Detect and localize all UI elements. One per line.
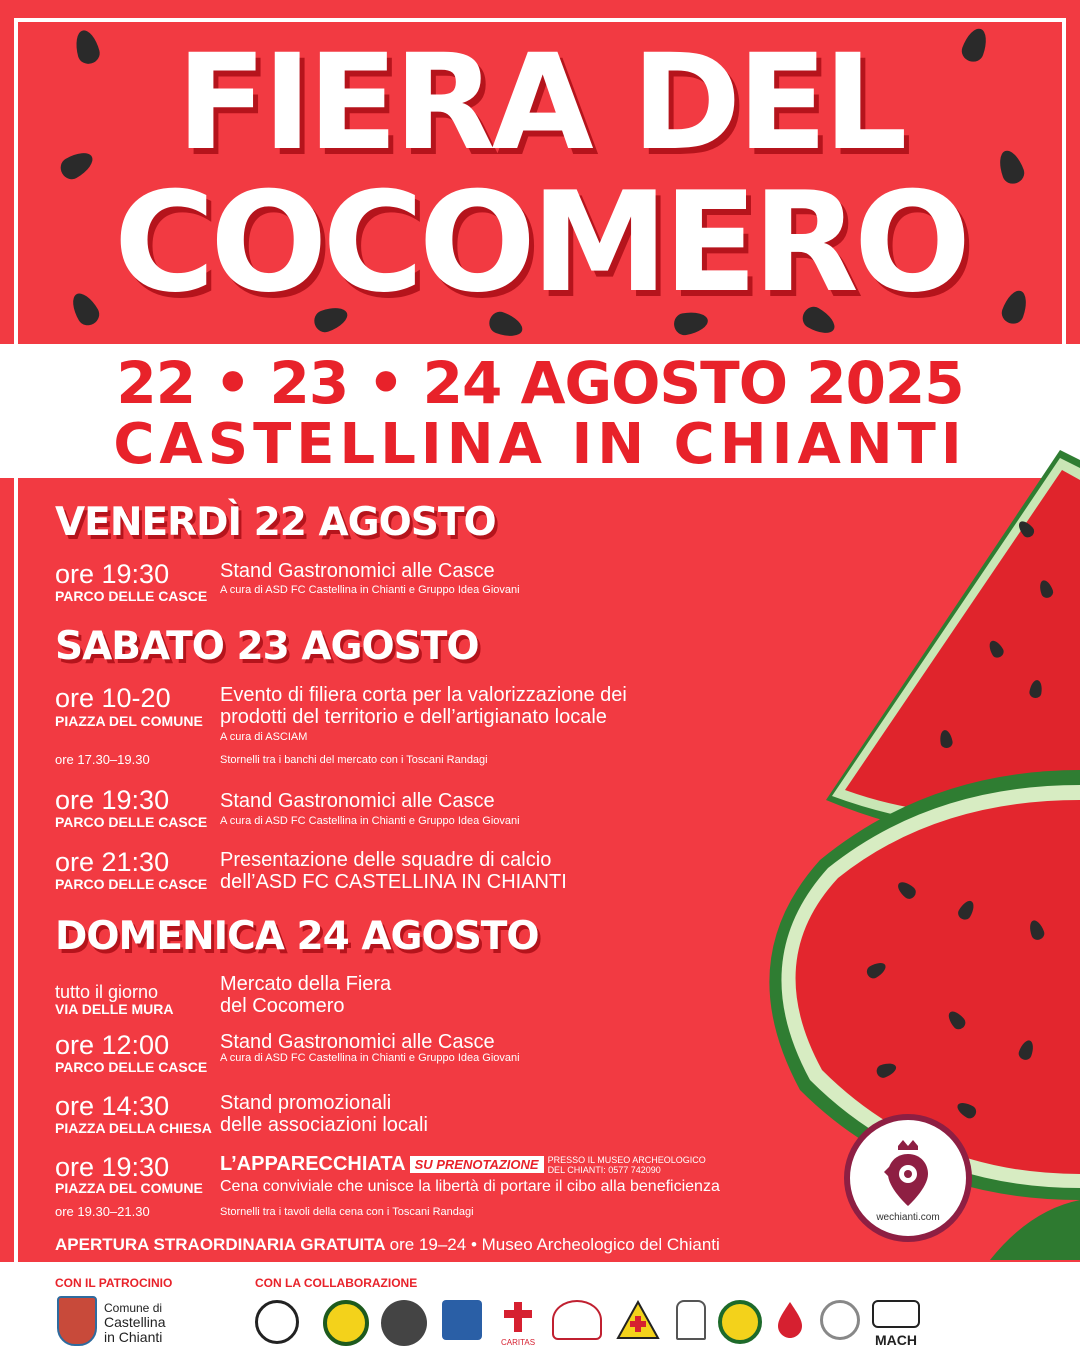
event-note: A cura di ASD FC Castellina in Chianti e Gruppo Idea Giovani	[220, 1052, 520, 1064]
event-place: PIAZZA DEL COMUNE	[55, 1180, 203, 1196]
event-place: PARCO DELLE CASCE	[55, 814, 208, 830]
booking-note-line: DEL CHIANTI: 0577 742090	[547, 1164, 661, 1175]
event-note: A cura di ASCIAM	[220, 731, 308, 743]
booking-note-line: PRESSO IL MUSEO ARCHEOLOGICO	[547, 1154, 706, 1165]
comune-crest-icon	[57, 1296, 97, 1346]
event-title: Stand promozionali	[220, 1092, 392, 1114]
drop-icon	[768, 1300, 812, 1340]
partner-logo	[323, 1300, 369, 1346]
comune-name	[104, 1301, 165, 1345]
event-title: Stand Gastronomici alle Casce	[220, 1031, 495, 1053]
event-time: ore 21:30	[55, 847, 170, 877]
cross-icon	[498, 1300, 538, 1334]
mach-caption: MACH	[875, 1332, 917, 1348]
wechianti-logo[interactable]	[844, 1114, 972, 1242]
comune-line: Castellina	[104, 1314, 166, 1330]
title-line-1: FIERA DEL	[176, 26, 904, 180]
triangle-icon	[616, 1300, 660, 1340]
event-title: del Cocomero	[220, 995, 345, 1017]
event-town: CASTELLINA IN CHIANTI	[113, 412, 967, 477]
partner-logo	[255, 1300, 299, 1344]
event-time: ore 12:00	[55, 1030, 170, 1060]
event-place: PARCO DELLE CASCE	[55, 588, 208, 604]
comune-line: in Chianti	[104, 1329, 163, 1345]
booking-badge: SU PRENOTAZIONE	[410, 1156, 544, 1173]
event-time: ore 19:30	[55, 785, 170, 815]
fratres-logo	[768, 1300, 812, 1340]
event-note: A cura di ASD FC Castellina in Chianti e Gruppo Idea Giovani	[220, 584, 520, 596]
partner-logo	[820, 1300, 860, 1340]
event-place: VIA DELLE MURA	[55, 1001, 174, 1017]
event-time: ore 14:30	[55, 1091, 170, 1121]
event-note: A cura di ASD FC Castellina in Chianti e Gruppo Idea Giovani	[220, 815, 520, 827]
event-title: prodotti del territorio e dell’artigianato locale	[220, 706, 607, 728]
event-title: Stand Gastronomici alle Casce	[220, 790, 495, 812]
misericordie-logo	[616, 1300, 660, 1346]
event-title: Stand Gastronomici alle Casce	[220, 560, 495, 582]
museum-opening-hours: ore 19–24	[389, 1235, 467, 1254]
event-time: ore 10-20	[55, 683, 171, 713]
event-title: delle associazioni locali	[220, 1114, 428, 1136]
site-url: wechianti.com	[876, 1212, 940, 1223]
partner-logo	[718, 1300, 762, 1344]
partner-logo	[381, 1300, 427, 1346]
event-title: Stornelli tra i tavoli della cena con i Toscani Randagi	[220, 1206, 474, 1218]
event-title: L’APPARECCHIATA	[220, 1153, 406, 1175]
event-title: Presentazione delle squadre di calcio	[220, 849, 552, 871]
caritas-caption: CARITAS	[500, 1338, 536, 1347]
title-line-2: COCOMERO	[113, 162, 967, 323]
event-time: ore 19:30	[55, 559, 170, 589]
event-time: ore 17.30–19.30	[55, 752, 150, 767]
event-dates: 22 • 23 • 24 AGOSTO 2025	[116, 349, 964, 417]
event-place: PIAZZA DELLA CHIESA	[55, 1120, 212, 1136]
day-heading-saturday: SABATO 23 AGOSTO	[55, 624, 479, 669]
museum-opening-place: • Museo Archeologico del Chianti	[470, 1235, 720, 1254]
event-time: tutto il giorno	[55, 982, 159, 1002]
event-title-row	[220, 1153, 706, 1175]
partner-logo	[676, 1300, 706, 1340]
mach-logo	[872, 1300, 920, 1328]
event-place: PIAZZA DEL COMUNE	[55, 713, 203, 729]
event-place: PARCO DELLE CASCE	[55, 876, 208, 892]
booking-note	[548, 1155, 706, 1175]
partner-logo	[442, 1300, 482, 1340]
patronage-label: CON IL PATROCINIO	[55, 1276, 173, 1290]
event-time: ore 19:30	[55, 1152, 170, 1182]
day-heading-sunday: DOMENICA 24 AGOSTO	[55, 914, 539, 959]
event-time: ore 19.30–21.30	[55, 1204, 150, 1219]
day-heading-friday: VENERDÌ 22 AGOSTO	[55, 500, 496, 545]
event-title: dell’ASD FC CASTELLINA IN CHIANTI	[220, 871, 567, 893]
event-title: Evento di filiera corta per la valorizzazione dei	[220, 684, 627, 706]
event-place: PARCO DELLE CASCE	[55, 1059, 208, 1075]
partner-logo	[552, 1300, 602, 1340]
museum-opening-label: APERTURA STRAORDINARIA GRATUITA	[55, 1235, 385, 1254]
comune-line: Comune di	[104, 1301, 163, 1315]
museum-opening	[55, 1235, 720, 1255]
event-subtitle: Cena conviviale che unisce la libertà di portare il cibo alla beneficienza	[220, 1178, 720, 1195]
event-title: Mercato della Fiera	[220, 973, 392, 995]
collaboration-label: CON LA COLLABORAZIONE	[255, 1276, 418, 1290]
event-title: Stornelli tra i banchi del mercato con i Toscani Randagi	[220, 754, 488, 766]
